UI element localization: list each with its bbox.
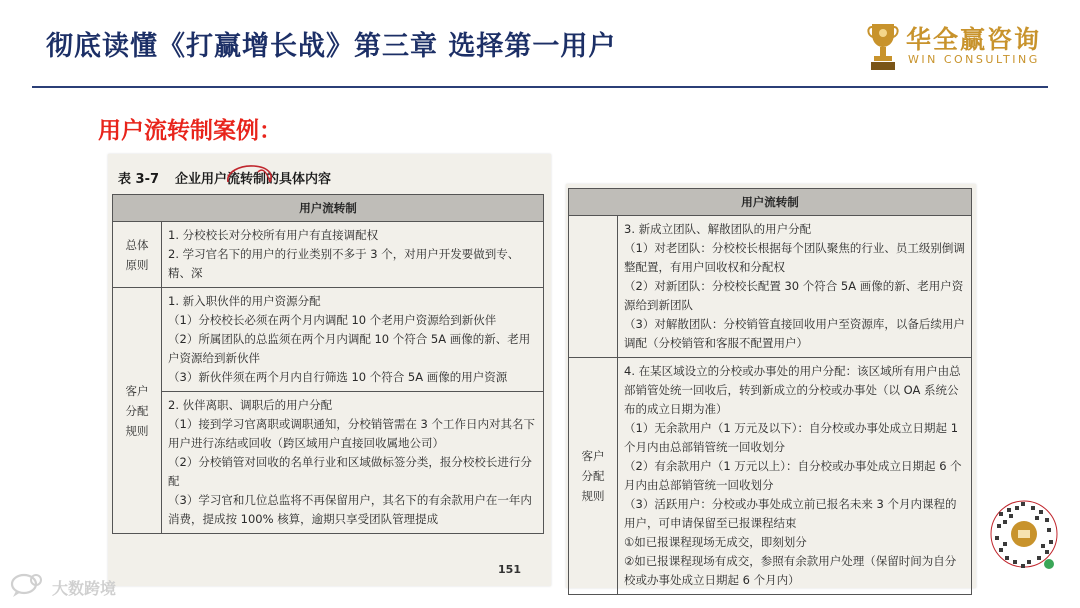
row-content: 1. 新入职伙伴的用户资源分配 （1）分校校长必须在两个月内调配 10 个老用户资源给到新伙伴 （2）所属团队的总监须在两个月内调配 10 个符合 5A 画像的新、老用户资源给到新伙伴 （3）新伙伴须在两个月内自行筛选 10 个符合 5A 画像的用户资源 — [162, 288, 544, 392]
table-caption-number: 表 3-7 — [118, 172, 160, 187]
table-caption-text: 企业用户流转制的具体内容 — [175, 172, 332, 187]
watermark-text: 大数跨境 — [52, 579, 117, 598]
right-book-page — [566, 184, 976, 588]
table-row — [113, 392, 544, 534]
slide-title: 彻底读懂《打赢增长战》第三章 选择第一用户 — [46, 31, 617, 62]
table-row — [113, 222, 544, 288]
row-category — [569, 216, 618, 358]
trophy-icon — [866, 20, 900, 72]
row-category: 客户 分配 规则 — [569, 358, 618, 595]
table-row — [569, 358, 972, 595]
page-number: 151 — [498, 563, 521, 576]
qr-code-icon[interactable] — [987, 494, 1061, 580]
left-book-page — [108, 154, 551, 586]
header-divider — [32, 86, 1048, 88]
table-header: 用户流转制 — [569, 189, 972, 216]
logo-english-name: WIN CONSULTING — [908, 53, 1040, 66]
section-heading: 用户流转制案例： — [98, 118, 282, 144]
left-rules-table — [112, 194, 544, 534]
logo-chinese-name: 华全赢咨询 — [906, 25, 1042, 54]
handwritten-circle-mark — [222, 162, 278, 190]
row-category: 总体 原则 — [113, 222, 162, 288]
row-content: 3. 新成立团队、解散团队的用户分配 （1）对老团队：分校校长根据每个团队聚焦的行业、员工级别倒调整配置，有用户回收权和分配权 （2）对新团队：分校校长配置 30 个符合 5A 画像的新、老用户资源给到新团队 （3）对解散团队：分校销管直接回收用户至资源库，以备后续用户调配（分校销管和客服不配置用户） — [618, 216, 972, 358]
right-rules-table — [568, 188, 972, 595]
table-header: 用户流转制 — [113, 195, 544, 222]
chat-bubble-icon — [10, 572, 46, 598]
table-row — [569, 216, 972, 358]
row-content: 4. 在某区域设立的分校或办事处的用户分配：该区域所有用户由总部销管处统一回收后，转到新成立的分校或办事处（以 OA 系统公布的成立日期为准） （1）无余款用户（1 万元及以下）：自分校或办事处成立日期起 1 个月内由总部销管统一回收划分 （2）有余款用户（1 万元以上）：自分校或办事处成立日期起 6 个月内由总部销管统一回收划分 （3）活跃用户：分校或办事处成立前已报名未来 3 个月内课程的用户，可申请保留至已报课程结束 ①如已报课程现场无成交，即刻划分 ②如已报课程现场有成交，参照有余款用户处理（保留时间为自分校或办事处成立日期起 6 个月内） — [618, 358, 972, 595]
table-row — [113, 288, 544, 392]
row-content: 2. 伙伴离职、调职后的用户分配 （1）接到学习官离职或调职通知，分校销管需在 3 个工作日内对其名下用户进行冻结或回收（跨区域用户直接回收属地公司） （2）分校销管对回收的名单行业和区域做标签分类，报分校校长进行分配 （3）学习官和几位总监将不再保留用户，其名下的有余款用户在一年内消费，提成按 100% 核算，逾期只享受团队管理提成 — [162, 392, 544, 534]
row-category: 客户 分配 规则 — [113, 288, 162, 534]
row-content: 1. 分校校长对分校所有用户有直接调配权 2. 学习官名下的用户的行业类别不多于 3 个，对用户开发要做到专、精、深 — [162, 222, 544, 288]
company-logo — [866, 20, 1046, 74]
